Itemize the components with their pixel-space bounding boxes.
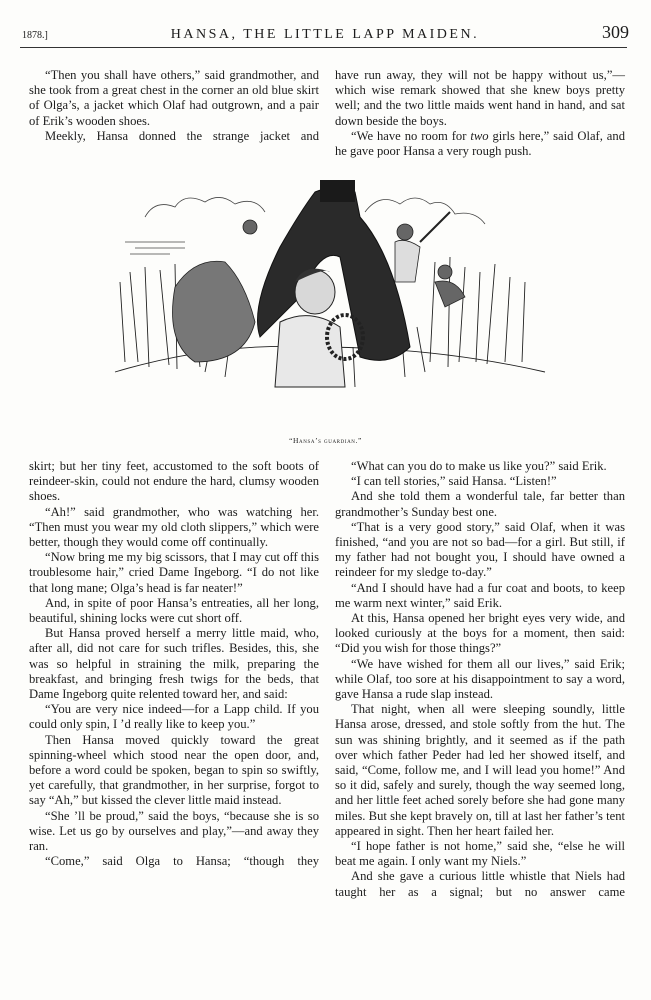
illustration-engraving: [105, 172, 550, 417]
text-run: “We have no room for: [351, 128, 471, 143]
paragraph: Meekly, Hansa donned the strange jacket and: [45, 128, 319, 143]
paragraph: “Ah!” said grandmother, who was watching her. “Then must you wear my old cloth slippers,” which were better, though they would come off continually.: [29, 504, 319, 550]
paragraph: “That is a very good story,” said Olaf, when it was finished, “and you are not so bad—for a girl. But still, if my father had not bought you, I should have owned a reindeer for my sledge to-day.”: [335, 519, 625, 580]
paragraph: “She ’ll be proud,” said the boys, “because she is so wise. Let us go by ourselves and play,”—and away they ran.: [29, 808, 319, 854]
paragraph: Then Hansa moved quickly toward the great spinning-wheel which stood near the open door, and, before a word could be spoken, began to spin so swiftly, yet carefully, that grandmother, in her surprise, forgot to say “Ah,” but kissed the clever little maid instead.: [29, 732, 319, 808]
paragraph: “What can you do to make us like you?” said Erik.: [351, 459, 607, 473]
running-head: [22, 22, 629, 46]
paragraph: And she gave a curious little whistle that Niels had taught her as a signal; but no answer came: [335, 869, 625, 899]
column-bottom-left: [29, 459, 319, 869]
text-run: girls here,” said Olaf, and he gave poor Hansa a very rough push.: [335, 128, 625, 159]
paragraph: But Hansa proved herself a merry little maid, who, after all, did not care for such trifles. Besides, this, she was so helpful in straining the milk, preparing the breakfast, and bringing fresh twigs for the beds, that Dame Ingeborg quite relented toward her, and said:: [29, 626, 319, 702]
paragraph: “And I should have had a fur coat and boots, to keep me warm next winter,” said Erik.: [335, 580, 625, 610]
paragraph: “I can tell stories,” said Hansa. “Listen!”: [351, 474, 557, 489]
page-number: 309: [601, 22, 629, 42]
italic-text: two: [470, 128, 489, 143]
illustration-caption: “Hansa’s guardian.”: [289, 436, 362, 445]
issue-year: 1878.]: [22, 30, 48, 41]
column-bottom-right: [335, 459, 625, 900]
paragraph: “Come,” said Olga to Hansa; “though they: [45, 854, 319, 869]
paragraph: “Now bring me my big scissors, that I may cut off this troublesome hair,” cried Dame Ingeborg. “I do not like that long mane; Olga’s head is far neater!”: [29, 550, 319, 595]
paragraph: That night, when all were sleeping soundly, little Hansa arose, dressed, and stole softly from the hut. The sun was shining brightly, and it seemed as if the path over which father Peder had led her showed itself, and said, “Come, follow me, and I will lead you home!” And so it did, safely and surely, though the way seemed long, and her little feet ached sorely before she had gone many miles. But she kept bravely on, till at last her father’s tent appeared in sight. Then her heart failed her.: [335, 702, 625, 838]
column-top-left: [29, 68, 319, 144]
paragraph: have run away, they will not be happy without us,”—which wise remark showed that she knew boys pretty well; and the two little maids went hand in hand, and sat down beside the boys.: [335, 68, 625, 128]
paragraph: And she told them a wonderful tale, far better than grandmother’s Sunday best one.: [335, 489, 625, 519]
header-rule: [20, 47, 627, 48]
paragraph: [335, 129, 625, 159]
paragraph: “Then you shall have others,” said grandmother, and she took from a great chest in the corner an old blue skirt of Olga’s, a jacket which Olaf had outgrown, and a pair of Erik’s wooden shoes.: [29, 68, 319, 128]
paragraph: “We have wished for them all our lives,” said Erik; while Olaf, too sore at his disappointment to say a word, gave Hansa a rude slap instead.: [335, 656, 625, 702]
paragraph: “You are very nice indeed—for a Lapp child. If you could only spin, I ’d really like to keep you.”: [29, 702, 319, 732]
paragraph: “I hope father is not home,” said she, “else he will beat me again. I only want my Niels.”: [335, 839, 625, 869]
column-top-right: [335, 68, 625, 159]
sheaf-left: [173, 261, 256, 362]
paragraph: skirt; but her tiny feet, accustomed to the soft boots of reindeer-skin, could not endure the hard, clumsy wooden shoes.: [29, 459, 319, 504]
paragraph: And, in spite of poor Hansa’s entreaties, all her long, beautiful, shining locks were cut short off.: [29, 595, 319, 626]
running-title: HANSA, THE LITTLE LAPP MAIDEN.: [170, 27, 480, 42]
paragraph: At this, Hansa opened her bright eyes very wide, and looked curiously at the boys for a moment, then said: “Did you wish for those things?”: [335, 611, 625, 656]
